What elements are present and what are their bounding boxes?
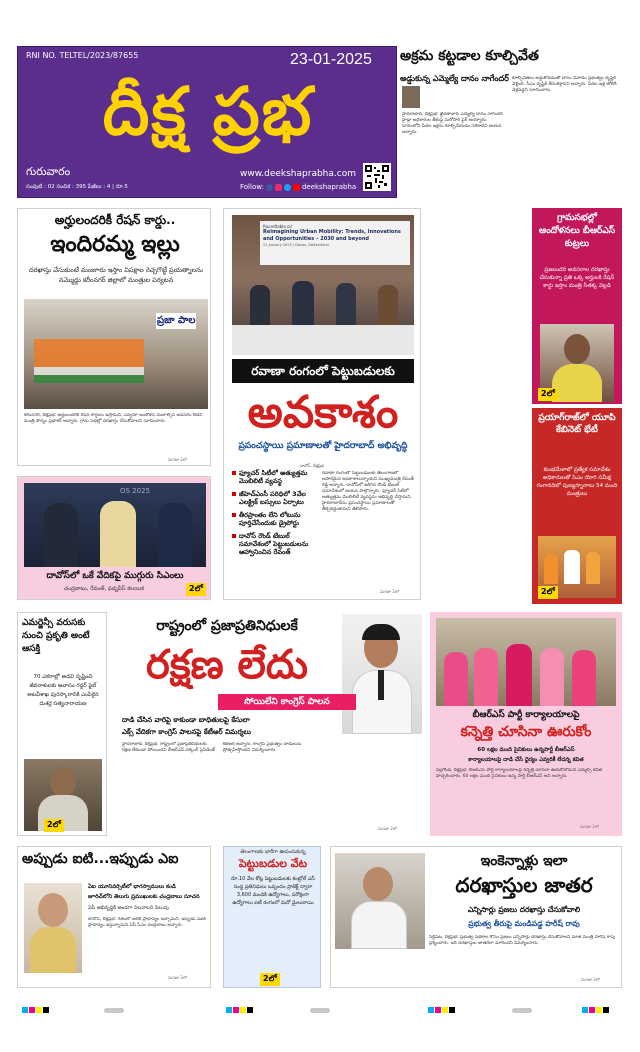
masthead bbox=[17, 46, 397, 198]
center-bullet bbox=[232, 469, 318, 485]
center-bullet bbox=[232, 490, 318, 506]
center-bullets bbox=[232, 469, 318, 561]
kumbh-cabinet-story bbox=[532, 408, 622, 604]
color-swatch-center-right bbox=[428, 998, 456, 1017]
invest-deck: రూ.10 వేల కోట్ల పెట్టుబడులకు కంట్రోల్ ఎస్ సంస్థ ప్రతినిధులు ఒప్పందం ప్రాజెక్ట్ ద్వారా 3,600 మందికి ఉద్యోగాలు, పరోక్షంగా ఉద్యోగాలు ఐటీ రంగంలో మరో మైలురాయి bbox=[231, 876, 315, 906]
ai-deck3: ఏపీ అభివృద్ధికి అండగా నిలవాలని పిలుపు bbox=[88, 905, 169, 911]
ai-deck2: జూరిచ్‌లోని తెలుగు ప్రముఖులకు చంద్రబాబు సూచన bbox=[88, 894, 200, 900]
roundtable-photo bbox=[232, 215, 414, 355]
masthead-website: www.deekshaprabha.com bbox=[240, 169, 356, 179]
demolition-body-left: హైదరాబాద్, దీక్షప్రభ: ఖైరతాబాద్ ఎమ్మెల్యే దానం నాగేందర్ హైడ్రా అధికారుల తీరుపై మరోసారి ఫైర్ అయ్యారు. నగరంలోని పేదల ఇళ్లను కూల్చివేయడం సరికాదని ఆయన అన్నారు. bbox=[402, 112, 503, 135]
register-pill bbox=[512, 998, 532, 1017]
center-bullet bbox=[232, 511, 318, 527]
invest-page-ref[interactable]: 2లో bbox=[260, 973, 280, 986]
color-swatch-center bbox=[226, 998, 254, 1017]
youtube-icon[interactable] bbox=[293, 184, 300, 191]
masthead-day: గురువారం bbox=[26, 165, 71, 178]
ktr-sub1: దాడి చేసిన వారిపై కాకుండా బాధితులపై కేసులా bbox=[122, 716, 250, 724]
facebook-icon[interactable] bbox=[266, 184, 273, 191]
follow-label: Follow: bbox=[240, 183, 264, 191]
ration-banner-text: ప్రజా పాల bbox=[156, 313, 196, 329]
davos-caption: దావోస్‌లో ఒకే వేదికపై ముగ్గురు సిఎంలు bbox=[46, 571, 184, 581]
center-bullet-text: జీహెచ్ఎంసీ పరిధిలో 3వేల ఎలక్ట్రిక్ బస్సులు ఏర్పాటు bbox=[239, 490, 306, 506]
roundtable-banner bbox=[260, 221, 410, 265]
roundtable-title: Reimagining Urban Mobility: Trends, Innovations and Opportunities – 2030 and beyond bbox=[263, 229, 401, 242]
harish-body: సిద్దిపేట, దీక్షప్రభ: ప్రభుత్వ పథకాల కోసం ప్రజలు ఎన్నిసార్లు దరఖాస్తు చేసుకోవాలని మాజీ మంత్రి హరీష్ రావు ప్రశ్నించారు. ఇది దరఖాస్తుల జాతరలా మారిందని విమర్శించారు. bbox=[429, 935, 616, 946]
harish-kicker: ఇంకెన్నాళ్లు ఇలా bbox=[480, 853, 568, 869]
color-swatch-right bbox=[582, 998, 610, 1017]
gram-sabha-story bbox=[532, 208, 622, 404]
center-kicker: రవాణా రంగంలో పెట్టుబడులకు bbox=[232, 359, 414, 383]
ktr-body: హైదరాబాద్, దీక్షప్రభ: రాష్ట్రంలో ప్రజాప్రతినిధులకు రక్షణ లేకుండా పోయిందని బీఆర్ఎస్ వర్కింగ్ ప్రెసిడెంట్ కేటీఆర్ అన్నారు. కాంగ్రెస్ ప్రభుత్వం దాడులను ప్రోత్సహిస్తోందని విమర్శించారు. bbox=[122, 742, 302, 753]
harish-photo bbox=[335, 853, 425, 949]
ai-headline: అప్పుడు ఐటి...ఇప్పుడు ఎఐ bbox=[22, 851, 179, 867]
center-bullet-text: తీరప్రాంతం లేని లోటును పూర్తిచేసేందుకు డ్రైపోర్టు bbox=[239, 511, 301, 527]
chandrababu-photo bbox=[24, 883, 82, 973]
davos-banner-text: OS 2025 bbox=[120, 487, 150, 495]
ai-body: దావోస్, దీక్షప్రభ: గతంలో ఐటీకి ప్రాధాన్యం ఇచ్చామని, ఇప్పుడు ఏఐకి ప్రాధాన్యం ఇస్తున్నామని ఏపీ సీఎం చంద్రబాబు అన్నారు. bbox=[88, 917, 206, 928]
ktr-kicker: రాష్ట్రంలో ప్రజాప్రతినిధులకే bbox=[156, 618, 298, 634]
davos-page-ref[interactable]: 2లో bbox=[186, 583, 206, 596]
davos-photo bbox=[24, 483, 206, 567]
kavitha-body: నల్లగొండ, దీక్షప్రభ: బీఆర్ఎస్ పార్టీ కార్యాలయాలపై కన్నెత్తి చూసినా ఊరుకోబోమని ఎమ్మెల్సీ కవిత హెచ్చరించారు. 60 లక్షల మంది సైనికులు ఉన్న పార్టీ బీఆర్ఎస్ అని అన్నారు. bbox=[436, 768, 603, 779]
ktr-banner: సోయిలేని కాంగ్రెస్ పాలన bbox=[218, 694, 356, 710]
nature-page-ref[interactable]: 2లో bbox=[44, 819, 64, 832]
social-handle: deekshaprabha bbox=[301, 183, 357, 191]
investment-hunt-story bbox=[223, 846, 321, 988]
ktr-headline: రక్షణ లేదు bbox=[145, 642, 308, 688]
gram-page-ref[interactable]: 2లో bbox=[538, 388, 558, 401]
demolition-subhead: అడ్డుకున్న ఎమ్మెల్యే దానం నాగేందర్ bbox=[400, 74, 509, 83]
davos-sub: చంద్రబాబు, రేవంత్, ఫడ్నవీస్ కలయిక bbox=[64, 586, 144, 592]
kavitha-photo bbox=[436, 618, 616, 706]
harish-story bbox=[330, 846, 622, 988]
center-body: రవాణా రంగంలో పెట్టుబడులకు తెలంగాణలో అపారమైన అవకాశాలున్నాయని ముఖ్యమంత్రి రేవంత్ రెడ్డి అన్నారు. దావోస్‌లో జరిగిన రౌండ్ టేబుల్ సమావేశంలో ఆయన పాల్గొన్నారు. ఫ్యూచర్ సిటీలో అత్యుత్తమ మొబిలిటీ వ్యవస్థను అభివృద్ధి చేస్తామని, హైదరాబాద్‌ను ప్రపంచస్థాయి ప్రమాణాలతో తీర్చిదిద్దుతామని తెలిపారు. bbox=[322, 471, 414, 512]
ration-deck: దరఖాస్తు చేసుకుంటే మంజూరు ఇస్తాం విపక్షాల రెచ్చగొట్టే ప్రయత్నాలను నమ్మొద్దు కరీంనగర్ జిల్లాలో మంత్రుల పర్యటన bbox=[29, 266, 203, 284]
register-pill bbox=[104, 998, 124, 1017]
color-swatch-left bbox=[22, 998, 50, 1017]
nature-story bbox=[17, 612, 107, 836]
twitter-icon[interactable] bbox=[284, 184, 291, 191]
ai-deck1: ఏఐ యూనివర్సిటీలో భాగస్వాములు కండి bbox=[88, 884, 176, 890]
gram-headline: గ్రామసభల్లో ఆందోళనలు బీఆర్ఎస్ కుట్రలు bbox=[538, 213, 616, 249]
ration-credit: మిగతా 2లో bbox=[168, 457, 187, 462]
kavitha-headline: బీఆర్ఎస్ పార్టీ కార్యాలయాలపై bbox=[472, 710, 580, 720]
masthead-date: 23-01-2025 bbox=[290, 51, 372, 68]
harish-credit: మిగతా 2లో bbox=[581, 977, 600, 982]
center-bullet-text: దావోస్ రౌండ్ టేబుల్ సమావేశంలో పెట్టుబడులను ఆహ్వానించిన రేవంత్ bbox=[239, 532, 309, 556]
qr-code-icon bbox=[363, 163, 391, 191]
center-bullet bbox=[232, 532, 318, 556]
ration-kicker: అర్హులందరికీ రేషన్ కార్డు.. bbox=[54, 213, 176, 227]
kavitha-sub2: కార్యాలయాలపై దాడి చేసే ధైర్యం ఎవ్వరికీ లేదన్న కవిత bbox=[468, 757, 584, 763]
kumbh-headline: ప్రయాగ్‌రాజ్‌లో యూపి కేబినెట్ భేటీ bbox=[538, 413, 616, 435]
masthead-title: దీక్ష ప్రభ bbox=[102, 73, 314, 150]
ktr-photo bbox=[342, 614, 422, 734]
kavitha-credit: మిగతా 2లో bbox=[580, 824, 599, 829]
investment-lead-story bbox=[223, 208, 421, 600]
center-subhead: ప్రపంచస్థాయి ప్రమాణాలతో హైదరాబాద్ అభివృద్ధి bbox=[238, 441, 408, 451]
center-bullet-text: ఫ్యూచర్ సిటీలో అత్యుత్తమ మొబిలిటీ వ్యవస్థ bbox=[239, 469, 308, 485]
kumbh-page-ref[interactable]: 2లో bbox=[538, 586, 558, 599]
ktr-sub2: ఎక్స్ వేదికగా కాంగ్రెస్ పాలనపై కేటీఆర్ విమర్శలు bbox=[122, 728, 251, 736]
ration-body: కరీంనగర్, దీక్షప్రభ: అర్హులందరికీ రేషన్ కార్డులు ఇస్తామని, ఎవ్వరూ ఆందోళన చెందాల్సిన అవసరం లేదని మంత్రి పొన్నం ప్రభాకర్ అన్నారు. గ్రామ సభల్లో దరఖాస్తు చేసుకోవాలని సూచించారు. bbox=[24, 413, 203, 424]
register-pill bbox=[310, 998, 330, 1017]
harish-sub1: ఎన్నిసార్లు ప్రజలు దరఖాస్తు చేసుకోవాలి bbox=[467, 905, 581, 914]
kumbh-deck: కుంభమేళాలో ప్రత్యేక సమావేశం అధికారులతో సిఎం యోగి సమీక్ష గంగానదిలో పుణ్యస్నానాలు 54 మంది మంత్రులు bbox=[536, 467, 618, 497]
ration-photo bbox=[24, 299, 208, 409]
masthead-follow bbox=[240, 183, 356, 191]
demolition-body-right: కూల్చివేతలు అడ్డుకోవడంతో దానం వివాదం ప్రభుత్వం దృష్టికి వెళ్లింది. సీఎం దృష్టికి తీసుకెళ్తానని అన్నారు. పేదల ఇళ్ల జోలికి వెళ్లవద్దని సూచించారు. bbox=[512, 76, 617, 93]
rni-number: RNI NO. TELTEL/2023/87655 bbox=[26, 51, 139, 60]
davos-cms-story bbox=[17, 476, 211, 600]
ai-credit: మిగతా 2లో bbox=[168, 975, 187, 980]
kavitha-headline2: కన్నెత్తి చూసినా ఊరుకోం bbox=[460, 724, 592, 740]
harish-headline: దరఖాస్తుల జాతర bbox=[455, 873, 593, 897]
dhanam-photo bbox=[402, 86, 420, 108]
nature-body: 70 ఎకరాల్లో అడవి సృష్టించి జీవరాశులకు ఆవాసం గద్దర్ ఫైల్ అటవీశాఖ పురస్కారానికి ఎంపికైన దుశర్ల సత్యనారాయణ bbox=[27, 674, 99, 707]
ration-headline: ఇందిరమ్మ ఇల్లు bbox=[50, 232, 180, 257]
gram-deck: ప్రజలందరి అవసరాల దరఖాస్తు చేసుకున్నా ప్రతి ఒక్క అర్హులకి రేషన్ కార్డు ఇస్తాం మంత్రి సీతక్క వెల్లడి bbox=[539, 267, 615, 289]
masthead-issue: సంపుటి : 02 సంచిక : 395 పేజీలు : 4 | రూ.5 bbox=[26, 184, 128, 190]
demolition-story bbox=[398, 46, 622, 198]
ai-story bbox=[17, 846, 211, 988]
ktr-story bbox=[118, 612, 422, 836]
center-dateline: దావోస్, దీక్షప్రభ bbox=[300, 463, 324, 468]
ktr-credit: మిగతా 2లో bbox=[378, 826, 397, 831]
center-credit: మిగతా 2లో bbox=[380, 589, 399, 594]
invest-kicker: తెలంగాణకు భారీగా ఊపందుకున్న bbox=[240, 849, 306, 855]
ration-card-story bbox=[17, 208, 211, 466]
roundtable-label: Roundtable on bbox=[263, 224, 293, 229]
invest-headline: పెట్టుబడుల వేట bbox=[238, 857, 308, 870]
kavitha-story bbox=[430, 612, 622, 836]
instagram-icon[interactable] bbox=[275, 184, 282, 191]
kavitha-sub: 60 లక్షల మంది సైనికులు ఉన్నపార్టీ బీఆర్ఎస్ bbox=[477, 747, 575, 753]
roundtable-date: 21 January 2025 | Davos, Switzerland bbox=[263, 243, 329, 247]
demolition-headline: అక్రమ కట్టడాల కూల్చివేత bbox=[400, 48, 539, 64]
center-headline: అవకాశం bbox=[247, 387, 399, 438]
harish-sub2: ప్రభుత్వ తీరుపై మండిపడ్డ హరీష్ రావు bbox=[468, 919, 580, 928]
nature-headline: ఎమర్జెన్సీ వరుసకు నుంచి ప్రకృతి అంటే ఆసక్తి bbox=[22, 618, 90, 654]
